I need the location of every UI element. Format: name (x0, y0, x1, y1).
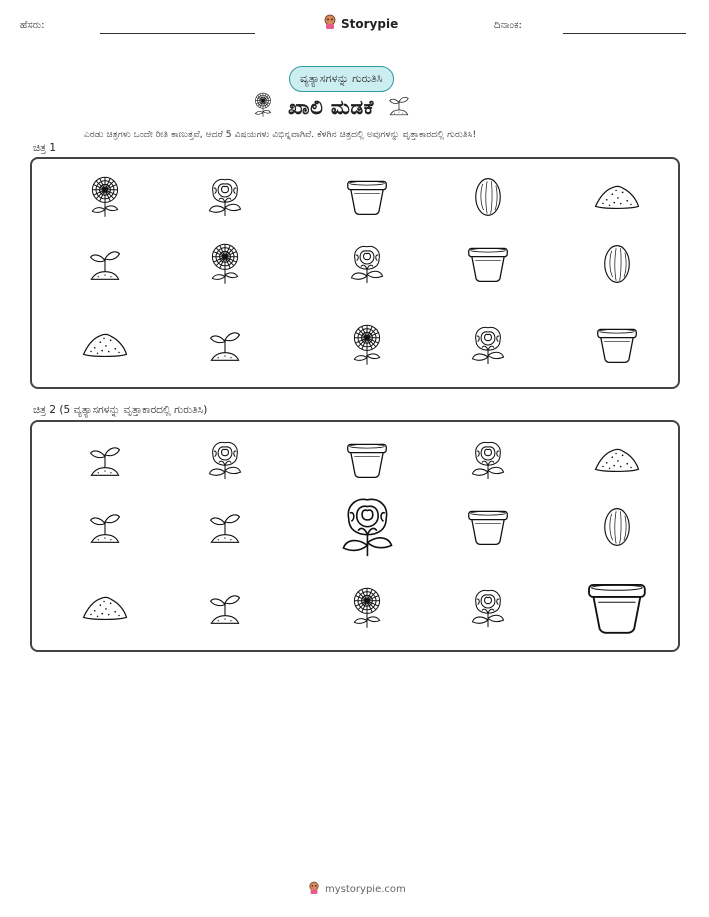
date-field[interactable] (563, 33, 686, 34)
sprout-icon[interactable] (208, 588, 242, 628)
footer-site: mystorypie.com (325, 884, 406, 895)
chrysanthemum-icon[interactable] (207, 241, 243, 287)
picture-2-panel (30, 420, 680, 652)
pot-icon[interactable] (595, 326, 639, 364)
pot-icon[interactable] (345, 441, 389, 479)
date-label: ದಿನಾಂಕ: (494, 20, 522, 31)
sprout-icon[interactable] (208, 325, 242, 365)
pot-icon[interactable] (585, 580, 649, 635)
sprout-icon[interactable] (88, 244, 122, 284)
soil-icon[interactable] (81, 331, 129, 359)
name-label: ಹೆಸರು: (20, 20, 45, 31)
peony-icon[interactable] (338, 491, 397, 562)
seed-icon[interactable] (474, 176, 502, 218)
chrysanthemum-icon[interactable] (349, 585, 385, 631)
peony-icon[interactable] (206, 437, 244, 483)
brand-logo (323, 14, 398, 33)
peony-icon[interactable] (469, 322, 507, 368)
picture-2-label: ಚಿತ್ರ 2 (5 ವ್ಯತ್ಯಾಸಗಳನ್ನು ವೃತ್ತಾಕಾರದಲ್ಲಿ ಗುರುತಿಸಿ) (33, 404, 208, 416)
brand-name: Storypie (341, 16, 399, 31)
soil-icon[interactable] (81, 594, 129, 622)
peony-icon[interactable] (469, 585, 507, 631)
sprout-icon[interactable] (88, 507, 122, 547)
pot-icon[interactable] (345, 178, 389, 216)
soil-icon[interactable] (593, 446, 641, 474)
sprout-icon (388, 93, 410, 121)
picture-1-panel (30, 157, 680, 389)
activity-badge: ವ್ಯತ್ಯಾಸಗಳನ್ನು ಗುರುತಿಸಿ (289, 66, 394, 92)
name-field[interactable] (100, 33, 255, 34)
pot-icon[interactable] (466, 245, 510, 283)
storypie-mascot-icon (308, 881, 320, 898)
page-title: ಖಾಲಿ ಮಡಕೆ (288, 95, 374, 119)
instructions: ಎರಡು ಚಿತ್ರಗಳು ಒಂದೇ ರೀತಿ ಕಾಣುತ್ತವೆ, ಆದರೆ 5 ವಿಷಯಗಳು ವಿಭಿನ್ನವಾಗಿವೆ. ಕೆಳಗಿನ ಚಿತ್ರದಲ್ಲಿ ಅವುಗಳನ್ನು ವೃತ್ತಾಕಾರದಲ್ಲಿ ಗುರುತಿಸಿ! (84, 129, 477, 140)
soil-icon[interactable] (593, 183, 641, 211)
peony-icon[interactable] (206, 174, 244, 220)
seed-icon[interactable] (603, 506, 631, 548)
pot-icon[interactable] (466, 508, 510, 546)
chrysanthemum-icon (252, 92, 274, 122)
chrysanthemum-icon[interactable] (87, 174, 123, 220)
sprout-icon[interactable] (208, 507, 242, 547)
seed-icon[interactable] (603, 243, 631, 285)
peony-icon[interactable] (469, 437, 507, 483)
storypie-mascot-icon (323, 14, 337, 33)
title-row (252, 92, 410, 122)
chrysanthemum-icon[interactable] (349, 322, 385, 368)
footer (308, 881, 406, 898)
sprout-icon[interactable] (88, 440, 122, 480)
picture-1-label: ಚಿತ್ರ 1 (33, 142, 57, 154)
peony-icon[interactable] (348, 241, 386, 287)
